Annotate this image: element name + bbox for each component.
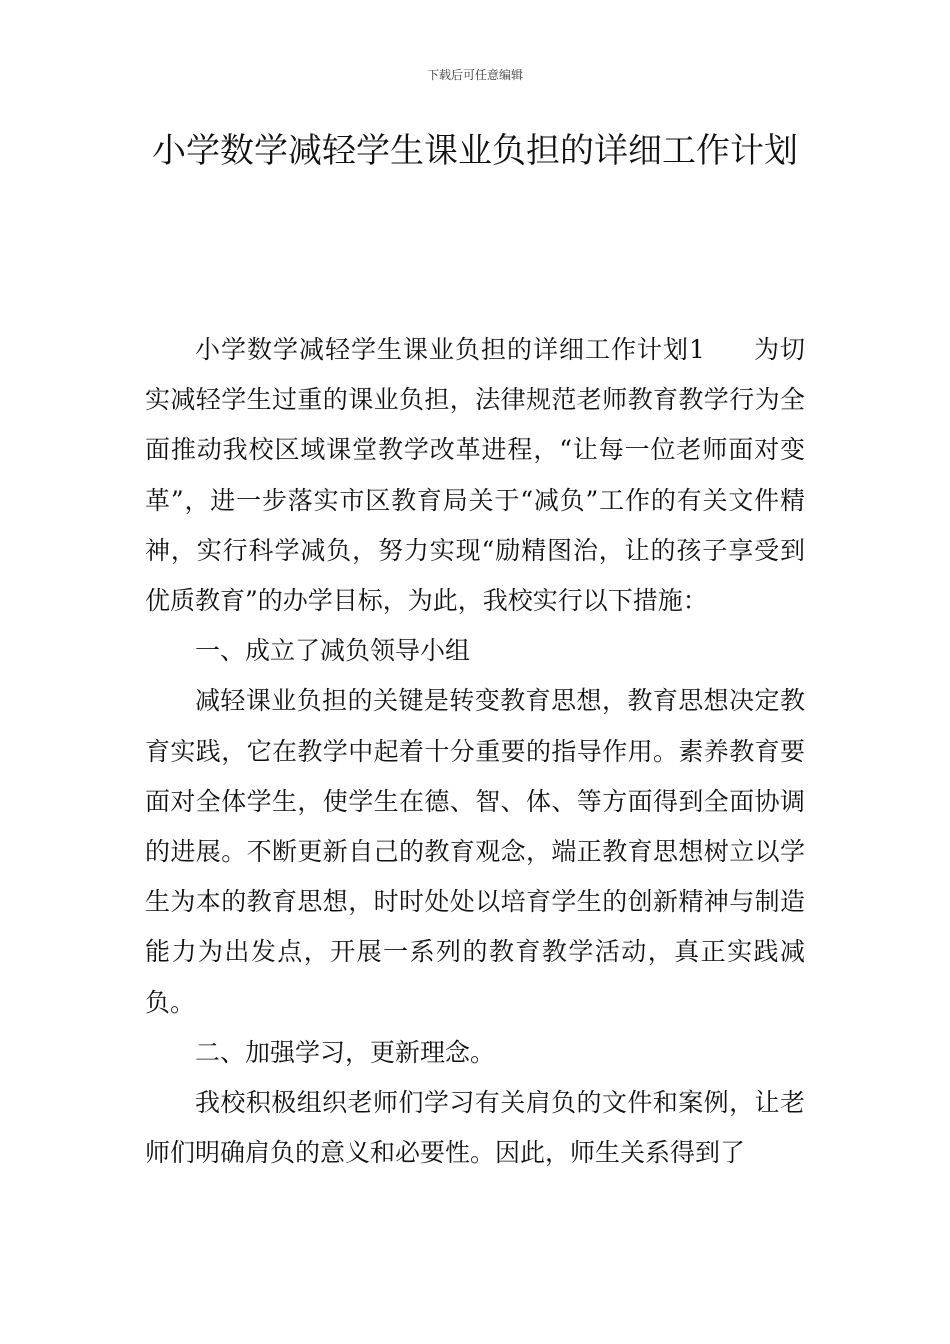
header-note: 下载后可任意编辑 xyxy=(426,68,523,82)
section-heading-2: 二、加强学习，更新理念。 xyxy=(195,1037,496,1067)
paragraph-1 xyxy=(145,325,805,626)
paragraph-3: 我校积极组织老师们学习有关肩负的文件和案例，让老师们明确肩负的意义和必要性。因此，师生关系得到了 xyxy=(145,1088,805,1168)
section-heading-1: 一、成立了减负领导小组 xyxy=(195,636,471,666)
paragraph-2: 减轻课业负担的关键是转变教育思想，教育思想决定教育实践，它在教学中起着十分重要的指导作用。素养教育要面对全体学生，使学生在德、智、体、等方面得到全面协调的进展。不断更新自己的教育观念，端正教育思想树立以学生为本的教育思想，时时处处以培育学生的创新精神与制造能力为出发点，开展一系列的教育教学活动，真正实践减负。 xyxy=(145,686,805,1017)
document-title: 小学数学减轻学生课业负担的详细工作计划 xyxy=(152,131,798,171)
paragraph-lead: 小学数学减轻学生课业负担的详细工作计划1 xyxy=(195,335,705,364)
paragraph-text: 为切实减轻学生过重的课业负担，法律规范老师教育教学行为全面推动我校区域课堂教学改革进程，“让每一位老师面对变革”，进一步落实市区教育局关于“减负”工作的有关文件精神，实行科学减负，努力实现“励精图治，让的孩子享受到优质教育”的办学目标，为此，我校实行以下措施： xyxy=(145,335,805,616)
document-body xyxy=(145,325,805,1178)
